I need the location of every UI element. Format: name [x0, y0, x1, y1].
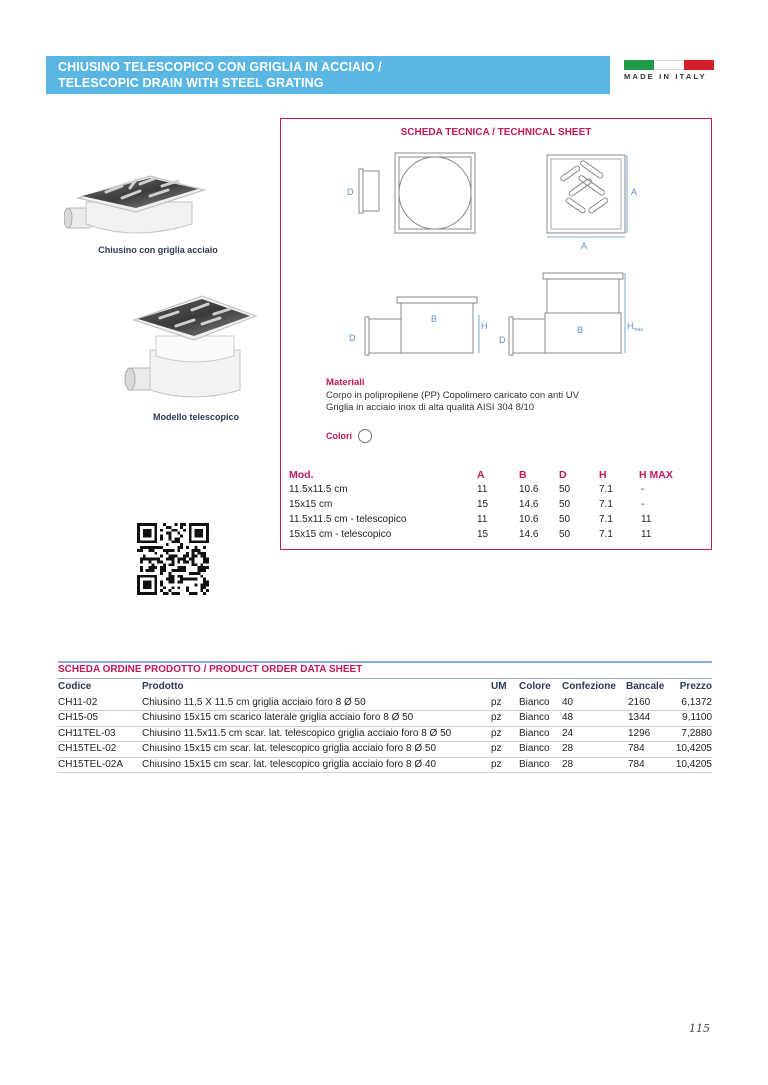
- cell-a: 11: [477, 484, 488, 495]
- cell-b: 14.6: [519, 529, 539, 540]
- cell-a: 15: [477, 529, 489, 540]
- cell-product: Chiusino 11.5x11.5 cm scar. lat. telescopico griglia acciaio foro 8 Ø 50: [142, 727, 452, 739]
- cell-color: Bianco: [519, 727, 550, 739]
- table-row: [58, 758, 712, 774]
- technical-sheet: [280, 118, 712, 550]
- order-table: [58, 680, 712, 773]
- order-table-header: [58, 680, 712, 696]
- cell-a: 15: [477, 499, 489, 510]
- col-d: D: [559, 469, 567, 481]
- order-title-divider: [58, 661, 712, 663]
- cell-price: 10,4205: [675, 758, 712, 770]
- qr-code[interactable]: [137, 523, 209, 595]
- cell-hmax: 11: [641, 529, 652, 540]
- cell-h: 7.1: [599, 484, 613, 495]
- cell-b: 14.6: [519, 499, 539, 510]
- cell-unit: pz: [491, 743, 502, 754]
- header-band: [46, 56, 610, 94]
- cell-b: 10.6: [519, 514, 539, 525]
- telescopic-side-view-drawing: [509, 273, 625, 355]
- table-row: [58, 711, 712, 727]
- cell-pallet: 784: [628, 758, 645, 770]
- materials-title: Materiali: [326, 377, 365, 388]
- cell-color: Bianco: [519, 758, 550, 770]
- cell-d: 50: [559, 499, 571, 510]
- order-sheet-title: SCHEDA ORDINE PRODOTTO / PRODUCT ORDER DATA SHEET: [58, 664, 363, 675]
- cell-color: Bianco: [519, 712, 550, 723]
- made-in-italy-label: MADE IN ITALY: [624, 72, 707, 81]
- cell-pack: 48: [562, 712, 574, 723]
- cell-unit: pz: [491, 696, 502, 708]
- cell-pack: 28: [562, 743, 574, 754]
- cell-code: CH15TEL-02: [58, 743, 117, 754]
- materials-grating: Griglia in acciaio inox di alta qualità AISI 304 8/10: [326, 402, 535, 413]
- dim-a-side: A: [631, 187, 638, 197]
- cell-d: 50: [559, 484, 571, 495]
- caption-drain-steel: Chiusino con griglia acciaio: [98, 245, 218, 255]
- col-confezione: Confezione: [562, 681, 616, 692]
- cell-pallet: 2160: [628, 696, 651, 708]
- dim-d-top: D: [347, 187, 354, 197]
- dim-hmax: [627, 321, 643, 333]
- cell-model: 11.5x11.5 cm: [289, 484, 348, 495]
- cell-model: 15x15 cm - telescopico: [289, 529, 392, 540]
- grating-view-drawing: [547, 155, 627, 237]
- cell-d: 50: [559, 514, 571, 525]
- materials-section: [326, 377, 579, 415]
- col-bancale: Bancale: [626, 681, 665, 692]
- cell-code: CH15TEL-02A: [58, 758, 124, 770]
- cell-h: 7.1: [599, 514, 613, 525]
- col-colore: Colore: [519, 681, 551, 692]
- dim-b-telescopic: B: [577, 325, 584, 335]
- telescopic-drain-image: [122, 290, 264, 405]
- cell-pack: 40: [562, 696, 574, 708]
- cell-a: 11: [477, 514, 488, 525]
- caption-telescopic-model: Modello telescopico: [152, 412, 239, 422]
- cell-model: 11.5x11.5 cm - telescopico: [289, 514, 407, 525]
- dim-d-telescopic: D: [499, 335, 506, 345]
- table-row: [58, 696, 712, 712]
- col-codice: Codice: [58, 681, 92, 692]
- cell-b: 10.6: [519, 484, 539, 495]
- order-header-divider: [58, 678, 712, 679]
- dim-h: H: [481, 321, 488, 331]
- col-hmax: H MAX: [639, 469, 673, 481]
- cell-unit: pz: [491, 727, 502, 739]
- cell-pallet: 784: [628, 743, 645, 754]
- col-prodotto: Prodotto: [142, 681, 184, 692]
- side-view-drawing: [365, 297, 479, 355]
- colors-section: [326, 429, 372, 443]
- page-number: 115: [689, 1022, 710, 1035]
- col-prezzo: Prezzo: [679, 681, 712, 692]
- cell-hmax: 11: [641, 514, 652, 525]
- dim-hmax-subscript: max: [633, 327, 643, 333]
- drain-product-image: [64, 150, 224, 245]
- cell-d: 50: [559, 529, 571, 540]
- dim-a-bottom: A: [581, 241, 588, 251]
- cell-product: Chiusino 15x15 cm scarico laterale griglia acciaio foro 8 Ø 50: [142, 712, 414, 723]
- table-row: [58, 727, 712, 743]
- cell-code: CH11-02: [58, 696, 98, 708]
- cell-model: 15x15 cm: [289, 499, 333, 510]
- cell-code: CH11TEL-03: [58, 727, 116, 739]
- cell-color: Bianco: [519, 743, 550, 754]
- cell-unit: pz: [491, 712, 502, 723]
- italian-flag-icon: [624, 60, 714, 70]
- top-view-body-drawing: [359, 153, 475, 233]
- cell-product: Chiusino 15x15 cm scar. lat. telescopico griglia acciaio foro 8 Ø 40: [142, 758, 437, 770]
- col-um: UM: [491, 681, 507, 692]
- white-color-swatch: [358, 429, 372, 443]
- cell-price: 9,1100: [682, 712, 712, 723]
- cell-pack: 24: [562, 727, 574, 739]
- table-row: [58, 742, 712, 758]
- colors-label: Colori: [326, 431, 352, 441]
- materials-body: Corpo in polipropilene (PP) Copolimero caricato con anti UV: [326, 389, 579, 401]
- cell-pallet: 1296: [628, 727, 651, 739]
- col-h: H: [599, 469, 607, 481]
- cell-pallet: 1344: [628, 712, 651, 723]
- cell-unit: pz: [491, 758, 502, 770]
- cell-price: 7,2880: [681, 727, 712, 739]
- cell-code: CH15-05: [58, 712, 99, 723]
- col-a: A: [477, 469, 485, 481]
- title-english: TELESCOPIC DRAIN WITH STEEL GRATING: [58, 76, 324, 90]
- technical-sheet-title: SCHEDA TECNICA / TECHNICAL SHEET: [400, 127, 592, 138]
- cell-h: 7.1: [599, 529, 613, 540]
- col-mod: Mod.: [289, 469, 314, 481]
- cell-pack: 28: [562, 758, 574, 770]
- dim-b-side: B: [431, 314, 438, 324]
- cell-price: 10,4205: [675, 743, 712, 754]
- dim-d-side: D: [349, 333, 356, 343]
- cell-color: Bianco: [519, 696, 550, 708]
- cell-product: Chiusino 15x15 cm scar. lat. telescopico griglia acciaio foro 8 Ø 50: [142, 743, 437, 754]
- cell-price: 6,1372: [681, 696, 712, 708]
- col-b: B: [519, 469, 527, 481]
- technical-drawings: [281, 119, 711, 369]
- cell-hmax: -: [641, 499, 645, 510]
- cell-hmax: -: [641, 484, 645, 495]
- cell-product: Chiusino 11.5 X 11.5 cm griglia acciaio foro 8 Ø 50: [142, 696, 366, 708]
- cell-h: 7.1: [599, 499, 613, 510]
- dim-hmax-main: H: [627, 321, 634, 331]
- title-italian: CHIUSINO TELESCOPICO CON GRIGLIA IN ACCIAIO /: [58, 60, 382, 74]
